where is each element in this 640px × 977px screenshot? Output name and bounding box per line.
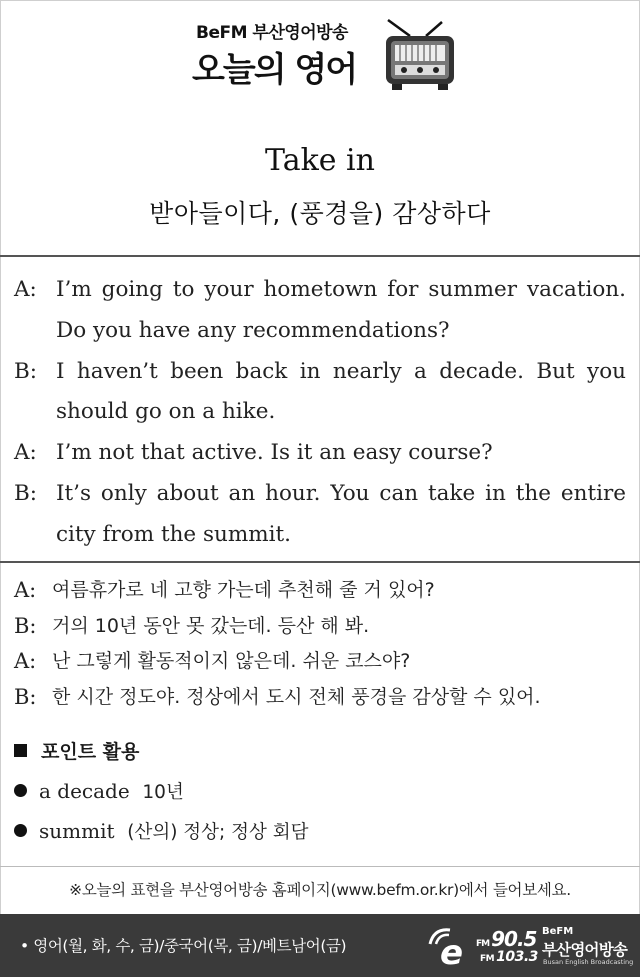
dialogue-line: I’m not that active. Is it an easy course? [56,440,493,466]
website-note: ※오늘의 표현을 부산영어방송 홈페이지(www.befm.or.kr)에서 들어보세요. [69,881,571,899]
speaker-label: B: [14,613,37,638]
speaker-label: A: [14,440,37,466]
dialogue-turn [14,433,626,474]
point-english: a decade [39,779,130,803]
expression-korean: 받아들이다, (풍경을) 감상하다 [149,199,491,228]
frequency-sub [480,949,538,965]
bullet-icon [14,784,27,797]
header-title: 오늘의 영어 [192,50,357,90]
befm-logo-icon [426,922,476,970]
footer-bar [0,914,640,977]
dialogue-turn [14,609,626,645]
point-item [14,818,309,844]
frequency-sub-value: 103.3 [496,949,538,965]
broadcast-schedule: • 영어(월, 화, 수, 금)/중국어(목, 금)/베트남어(금) [20,937,347,955]
dialogue-line: 거의 10년 동안 못 갔는데. 등산 해 봐. [52,614,370,637]
divider-middle [0,561,640,563]
divider-bottom [0,866,640,867]
dialogue-turn [14,680,626,716]
points-heading-label: 포인트 활용 [41,741,140,763]
brand-small: BeFM [542,926,574,937]
point-item [14,778,184,804]
point-korean: 10년 [142,782,184,803]
header-subtitle: BeFM 부산영어방송 [196,23,348,43]
point-korean: (산의) 정상; 정상 회담 [127,822,309,843]
speaker-label: A: [14,649,37,674]
dialogue-line: 난 그렇게 활동적이지 않은데. 쉬운 코스야? [52,650,411,673]
bullet-icon [14,824,27,837]
dialogue-line: It’s only about an hour. You can take in the entire city from the summit. [56,480,626,547]
fm-label: FM [480,954,495,964]
dialogue-turn [14,573,626,609]
square-bullet-icon [14,744,27,757]
radio-icon [380,18,460,94]
dialogue-turn [14,474,626,556]
svg-text:e: e [440,933,464,970]
dialogue-turn [14,352,626,434]
english-dialogue [14,270,626,556]
frequency-main-value: 90.5 [491,927,537,951]
dialogue-line: I haven’t been back in nearly a decade. But you should go on a hike. [56,358,626,425]
speaker-label: B: [14,480,38,506]
divider-top [0,255,640,257]
speaker-label: A: [14,277,37,302]
korean-dialogue [14,573,626,715]
dialogue-turn [14,270,626,352]
dialogue-line: 한 시간 정도야. 정상에서 도시 전체 풍경을 감상할 수 있어. [52,685,541,708]
fm-label: FM [476,939,490,949]
speaker-label: B: [14,358,38,384]
speaker-label: B: [14,684,37,709]
dialogue-line: I’m going to your hometown for summer vacation. Do you have any recommendations? [56,277,626,343]
speaker-label: A: [14,578,37,602]
dialogue-turn [14,644,626,680]
dialogue-line: 여름휴가로 네 고향 가는데 추천해 줄 거 있어? [52,579,435,601]
brand-name: 부산영어방송 [542,941,628,959]
points-heading [14,737,139,764]
point-english: summit [39,819,115,843]
expression-english: Take in [265,143,375,178]
brand-english: Busan English Broadcasting [543,958,634,966]
frequency-main [476,927,536,951]
